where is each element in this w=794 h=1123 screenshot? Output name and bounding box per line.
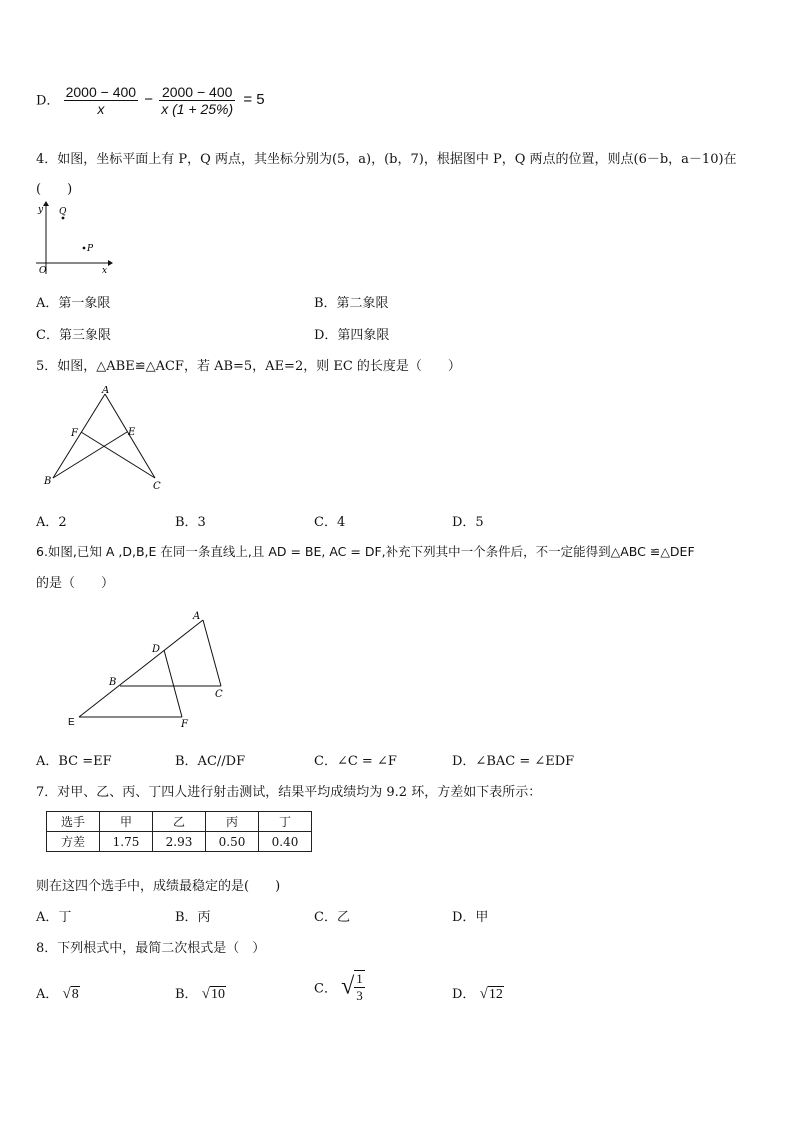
q6-triangle-figure [64,606,236,730]
q4-option-b[interactable]: B．第二象限 [314,296,389,311]
q8-option-d-label: D． [452,987,476,1002]
q8-option-c-label: C． [314,981,337,997]
q3-fraction-1: $\frac{2000 - 400}{x}$ [65,84,137,117]
q3-fraction-2: $\frac{2000 - 400}{x (1 + 25\%)}$ [161,84,234,117]
q4-option-c[interactable]: C．第三象限 [36,328,111,343]
q6-stem-line2: 的是（ ） [36,576,115,591]
sqrt-icon: √ [62,986,71,1002]
q4-q-label: Q [59,207,67,217]
q6-label-c: C [215,689,223,700]
q8-option-b[interactable] [175,983,226,1003]
q8-stem: 8．下列根式中，最简二次根式是（ ） [36,941,266,956]
q5-stem: 5．如图，△ABE≌△ACF，若 AB=5，AE=2，则 EC 的长度是（ ） [36,359,461,374]
q5-label-b: B [44,476,52,487]
table-cell: 0.50 [206,832,259,852]
q5-option-b[interactable]: B．3 [175,515,206,530]
q5-label-a: A [102,386,110,396]
q4-option-a[interactable]: A．第一象限 [36,296,111,311]
q4-x-arrow [108,260,113,266]
q7-option-c[interactable]: C．乙 [314,910,350,925]
q5-option-c[interactable]: C．4 [314,515,346,530]
q7-option-b[interactable]: B．丙 [175,910,211,925]
table-row [47,812,312,832]
q4-origin-label: O [39,266,47,276]
table-cell: 0.40 [259,832,312,852]
q8-sqrt-12: √12 [479,986,503,1002]
q8-option-b-label: B． [175,987,198,1002]
q4-y-label: y [38,205,44,215]
q6-line-ae [79,620,203,717]
q8-sqrt-8: √8 [62,986,79,1002]
q4-p-label: P [87,244,94,254]
q5-option-d[interactable]: D．5 [452,515,484,530]
q5-label-f: F [71,428,78,439]
q4-point-q [62,217,65,220]
q7-option-d[interactable]: D．甲 [452,910,489,925]
q6-option-a[interactable]: A．BC =EF [36,754,112,769]
table-header-cell: 丁 [259,812,312,832]
q7-question: 则在这四个选手中，成绩最稳定的是( ) [36,879,281,894]
q4-point-p [83,247,86,250]
q7-stem: 7．对甲、乙、丙、丁四人进行射击测试，结果平均成绩均为 9.2 环，方差如下表所示： [36,785,542,800]
q6-segment-ac [203,620,221,686]
table-cell: 1.75 [100,832,153,852]
sqrt-icon: √ [341,973,355,1000]
q8-sqrt-10: √10 [201,986,225,1002]
q8-option-d[interactable] [452,983,504,1003]
q6-label-a: A [193,611,201,622]
q6-option-d[interactable]: D．∠BAC = ∠EDF [452,754,575,769]
table-header-cell: 选手 [47,812,100,832]
table-row [47,832,312,852]
q7-option-a[interactable]: A．丁 [36,910,72,925]
q4-coordinate-figure [34,200,114,278]
q5-option-a[interactable]: A．2 [36,515,67,530]
q3-option-d: D． $\frac{2000 - 400}{x}$ − $\frac{2000 - 400}{x (1 + 25\%)}$ = 5 [36,84,265,117]
q8-option-c[interactable] [314,970,365,1004]
table-header-cell: 丙 [206,812,259,832]
q4-stem-line2: ( ) [36,182,73,197]
q5-triangle-figure [40,386,170,494]
table-cell: 2.93 [153,832,206,852]
q5-segment-ab [53,394,105,478]
q8-sqrt-one-third: √ $\frac{1}{3}$ [341,971,363,1003]
q7-variance-table [46,811,312,852]
q6-stem-line1: 6.如图,已知 A ,D,B,E 在同一条直线上,且 AD = BE, AC = DF,补充下列其中一个条件后，不一定能得到△ABC ≌△DEF [36,544,695,559]
sqrt-icon: √ [201,986,210,1002]
q4-x-label: x [102,266,108,276]
q8-option-a[interactable] [36,983,80,1003]
q5-segment-cf [81,432,155,478]
q8-option-a-label: A． [36,987,59,1002]
table-header-cell: 乙 [153,812,206,832]
q6-label-d: D [152,644,161,655]
sqrt-icon: √ [479,986,488,1002]
q6-label-b: B [109,677,117,688]
q6-segment-df [164,650,182,717]
q6-option-b[interactable]: B．AC//DF [175,754,246,769]
q4-y-arrow [43,201,49,206]
q4-stem-line1: 4．如图，坐标平面上有 P，Q 两点，其坐标分别为(5，a)，(b，7)，根据图中 P，Q 两点的位置，则点(6－b，a－10)在 [36,152,737,167]
q4-option-d[interactable]: D．第四象限 [314,328,390,343]
q3-option-d-label: D． [36,93,60,109]
q6-label-f: F [181,719,188,730]
q6-label-e: E [68,717,75,728]
table-header-cell: 甲 [100,812,153,832]
table-cell: 方差 [47,832,100,852]
q5-label-c: C [153,481,161,492]
q6-option-c[interactable]: C．∠C = ∠F [314,754,397,769]
q5-label-e: E [128,427,136,438]
q5-segment-be [53,432,127,478]
